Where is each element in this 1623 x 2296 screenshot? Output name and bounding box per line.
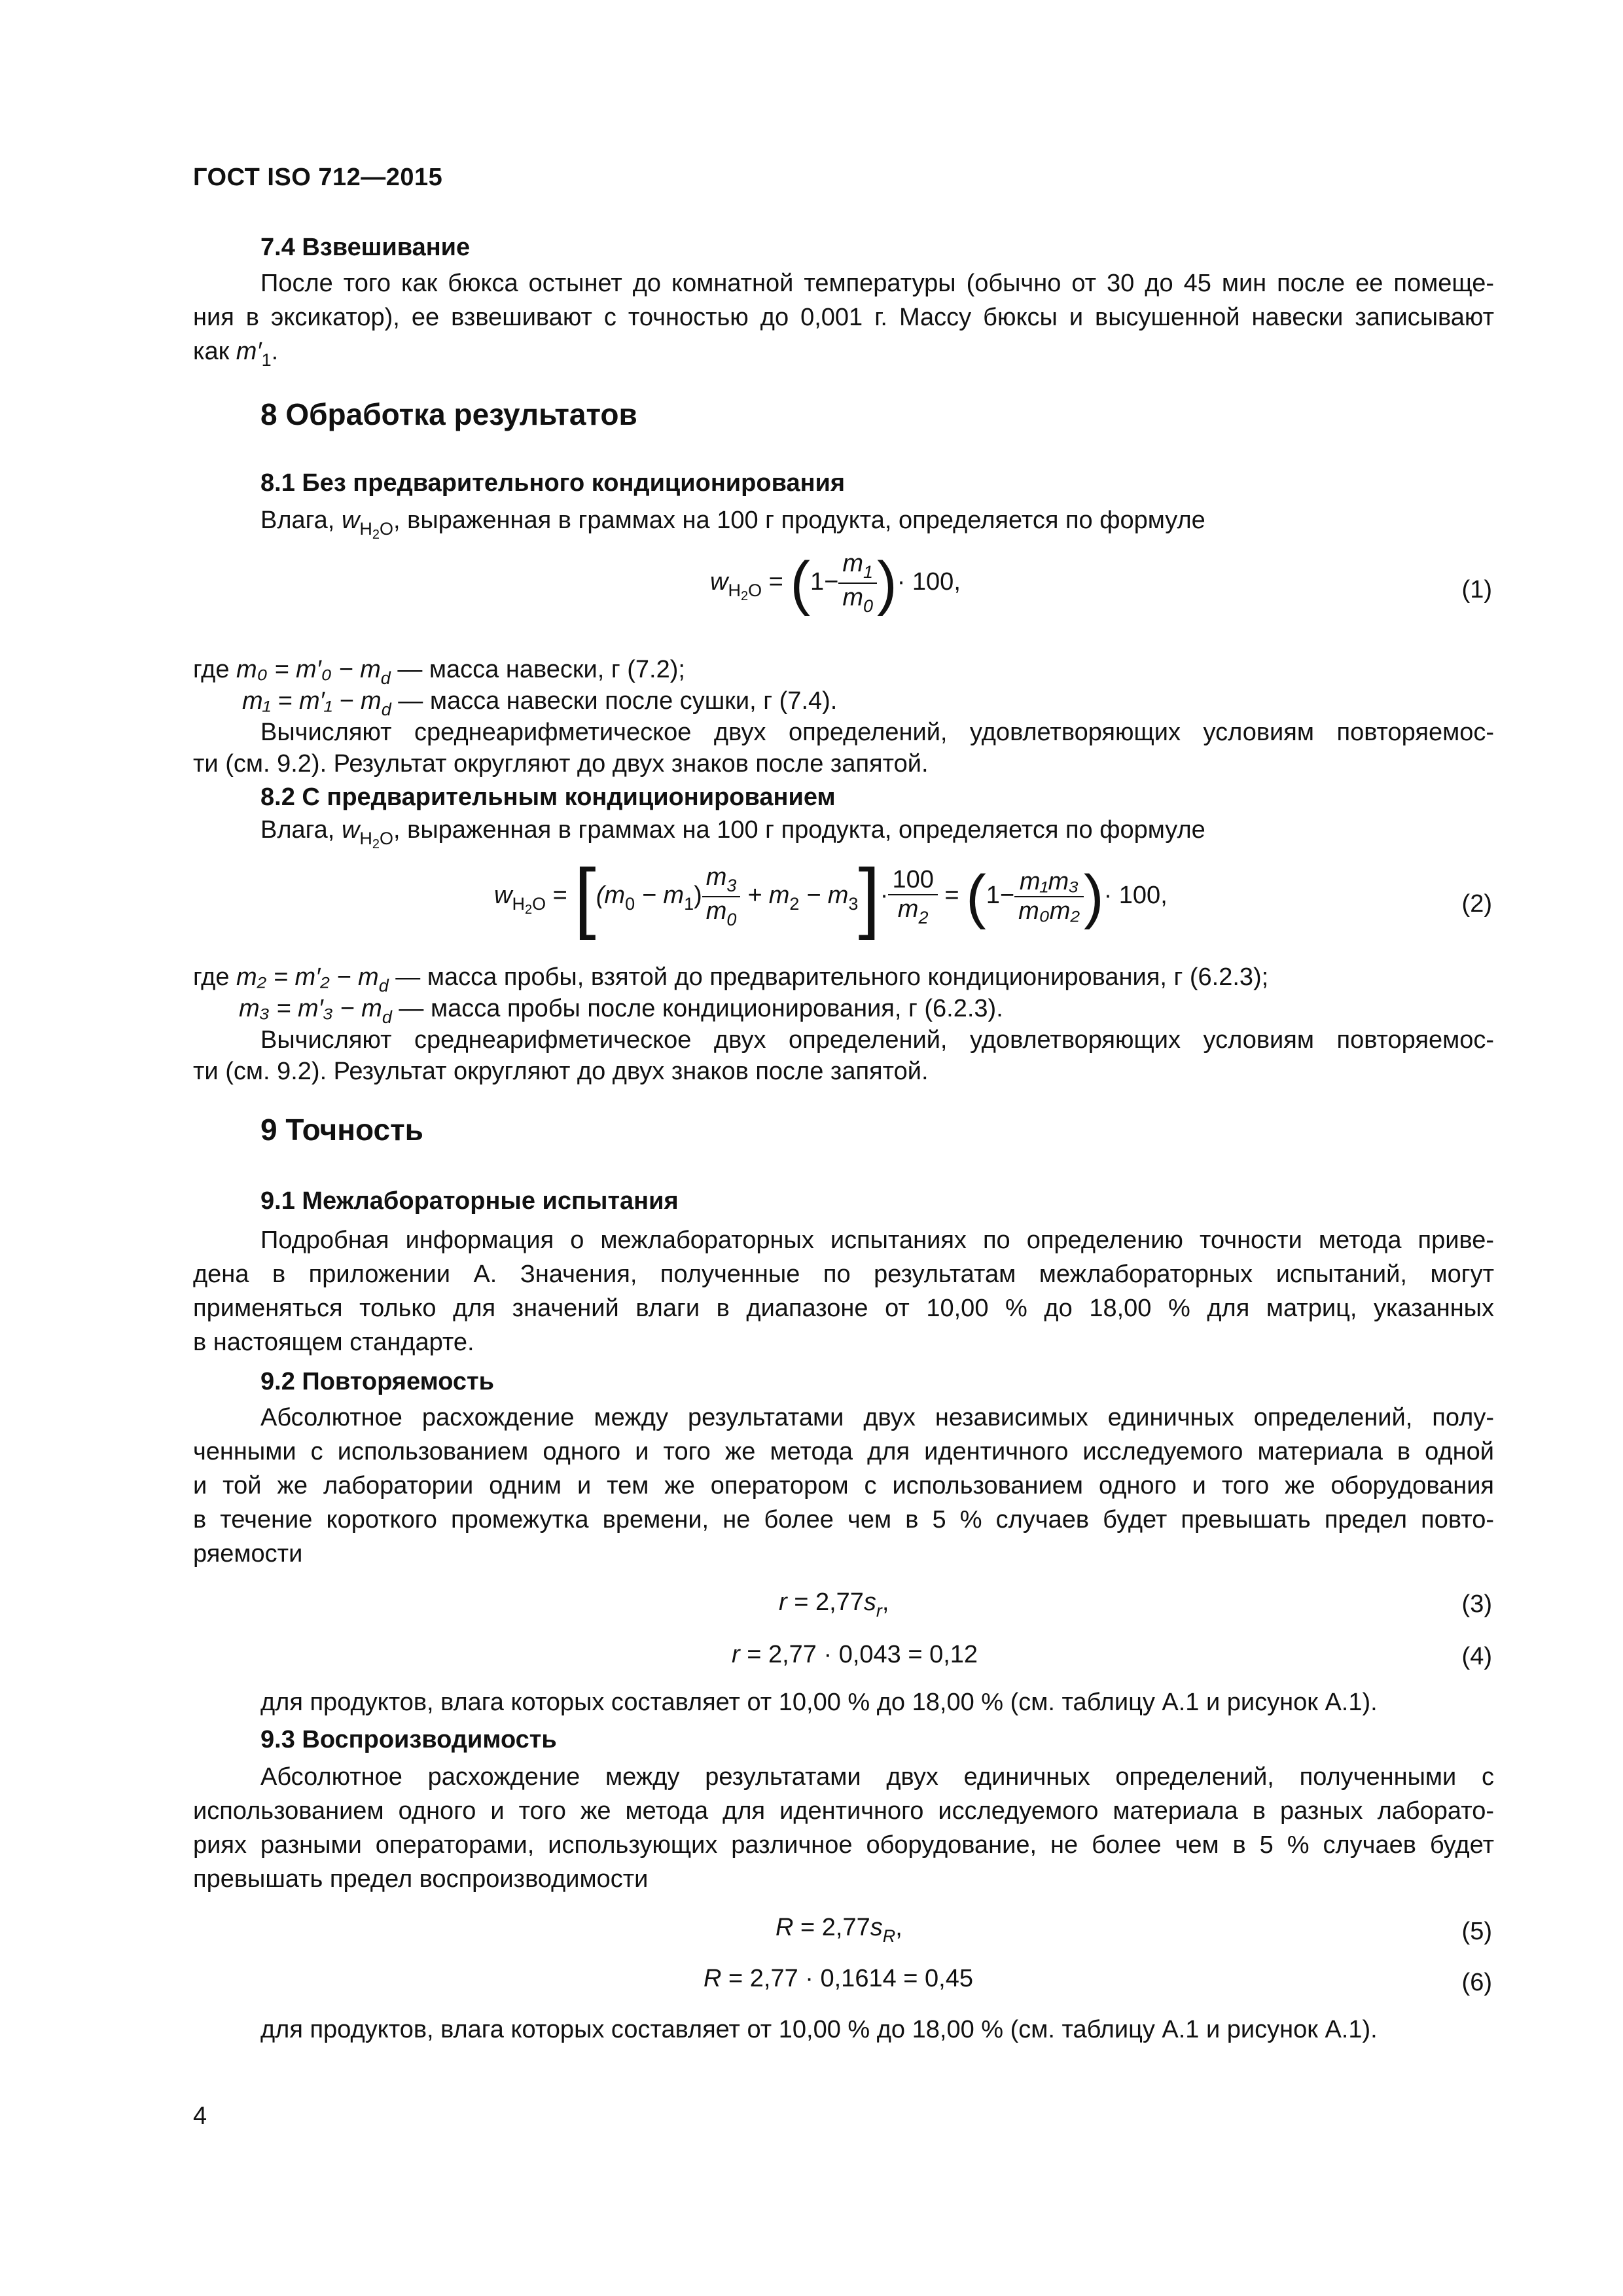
s82-intro: Влага, $w_{H2O}$, выраженная в граммах на 100 г продукта, определяется по формуле xyxy=(260,816,1205,852)
formula-4: r = 2,77 · 0,043 = 0,12 xyxy=(732,1641,978,1668)
s74-line1: После того как бюкса остынет до комнатной температуры (обычно от 30 до 45 мин после ее помеще- xyxy=(260,270,1494,297)
s92-line2: ченными с использованием одного и того же метода для идентичного исследуемого материала в одной xyxy=(193,1438,1494,1465)
section-7-4-title: 7.4 Взвешивание xyxy=(260,234,471,261)
s92-line1: Абсолютное расхождение между результатами двух независимых единичных определений, полу- xyxy=(260,1404,1494,1431)
s82-where2: $m_3 = m'_3 - m_d$ — масса пробы после кондиционирования, г (6.2.3). xyxy=(239,995,1003,1027)
formula-1-number: (1) xyxy=(1461,576,1492,603)
s81-where1: где $m_0 = m'_0 - m_d$ — масса навески, г (7.2); xyxy=(193,656,685,688)
s81-calc2: ти (см. 9.2). Результат округляют до двух знаков после запятой. xyxy=(193,750,929,778)
section-9-2-title: 9.2 Повторяемость xyxy=(260,1368,495,1395)
formula-1: $w_{H2O} = (1-$ $\frac{m_1}{m_0}$ )· 100, xyxy=(710,550,961,617)
s74-line3: как $m'_1$. xyxy=(193,338,279,370)
formula-5: $R = 2,77s_R$, xyxy=(776,1914,902,1946)
s93-line3: риях разными операторами, использующих различное оборудование, не более чем в 5 % случаев будет xyxy=(193,1831,1494,1859)
page-number: 4 xyxy=(193,2102,207,2130)
formula-5-number: (5) xyxy=(1461,1918,1492,1945)
s82-calc1: Вычисляют среднеарифметическое двух определений, удовлетворяющих условиям повторяемос- xyxy=(260,1026,1494,1054)
formula-2-number: (2) xyxy=(1461,890,1492,918)
formula-3: $r = 2,77s_r$, xyxy=(779,1588,889,1621)
s93-after: для продуктов, влага которых составляет от 10,00 % до 18,00 % (см. таблицу А.1 и рисунок А.1). xyxy=(260,2016,1378,2043)
s93-line2: использованием одного и того же метода для идентичного исследуемого материала в разных лаборато- xyxy=(193,1797,1494,1825)
s92-line4: в течение короткого промежутка времени, не более чем в 5 % случаев будет превышать предел повто- xyxy=(193,1506,1494,1534)
section-9-3-title: 9.3 Воспроизводимость xyxy=(260,1726,557,1753)
s92-after: для продуктов, влага которых составляет от 10,00 % до 18,00 % (см. таблицу А.1 и рисунок А.1). xyxy=(260,1689,1378,1716)
section-8-title: 8 Обработка результатов xyxy=(260,397,637,431)
s81-calc1: Вычисляют среднеарифметическое двух определений, удовлетворяющих условиям повторяемос- xyxy=(260,719,1494,746)
s91-line2: дена в приложении А. Значения, полученные по результатам межлабораторных испытаний, могут xyxy=(193,1261,1494,1288)
s81-intro: Влага, $w_{H2O}$, выраженная в граммах на 100 г продукта, определяется по формуле xyxy=(260,507,1205,542)
formula-2: $w_{H2O} = [(m_0 - m_1)$ $\frac{m_3}{m_0}$ + $m_2 - m_3]\cdot$ $\frac{100}{m_2}$ = (1− $\frac{\text{m₁m₃}}{\text{m₀m₂}}$ )· 100, xyxy=(494,853,1168,941)
formula-4-number: (4) xyxy=(1461,1643,1492,1670)
s92-line5: ряемости xyxy=(193,1540,303,1568)
s91-line1: Подробная информация о межлабораторных испытаниях по определению точности метода приве- xyxy=(260,1227,1494,1254)
s74-line2: ния в эксикатор), ее взвешивают с точностью до 0,001 г. Массу бюксы и высушенной навески записывают xyxy=(193,304,1494,331)
s91-line4: в настоящем стандарте. xyxy=(193,1329,474,1356)
section-9-title: 9 Точность xyxy=(260,1113,423,1147)
s93-line4: превышать предел воспроизводимости xyxy=(193,1865,649,1893)
formula-6: R = 2,77 · 0,1614 = 0,45 xyxy=(704,1965,973,1992)
s91-line3: применяться только для значений влаги в диапазоне от 10,00 % до 18,00 % для матриц, указанных xyxy=(193,1295,1494,1322)
section-8-1-title: 8.1 Без предварительного кондиционирования xyxy=(260,469,846,497)
s92-line3: и той же лаборатории одним и тем же оператором с использованием одного и того же оборудования xyxy=(193,1472,1494,1499)
s93-line1: Абсолютное расхождение между результатами двух единичных определений, полученными с xyxy=(260,1763,1494,1791)
formula-3-number: (3) xyxy=(1461,1590,1492,1618)
section-8-2-title: 8.2 С предварительным кондиционированием xyxy=(260,783,836,811)
s82-where1: где $m_2 = m'_2 - m_d$ — масса пробы, взятой до предварительного кондиционирования, г (6.2.3); xyxy=(193,963,1269,996)
s82-calc2: ти (см. 9.2). Результат округляют до двух знаков после запятой. xyxy=(193,1058,929,1085)
s81-where2: $m_1 = m'_1 - m_d$ — масса навески после сушки, г (7.4). xyxy=(242,687,838,719)
document-header: ГОСТ ISO 712—2015 xyxy=(193,164,443,191)
formula-6-number: (6) xyxy=(1461,1969,1492,1996)
section-9-1-title: 9.1 Межлабораторные испытания xyxy=(260,1187,679,1215)
